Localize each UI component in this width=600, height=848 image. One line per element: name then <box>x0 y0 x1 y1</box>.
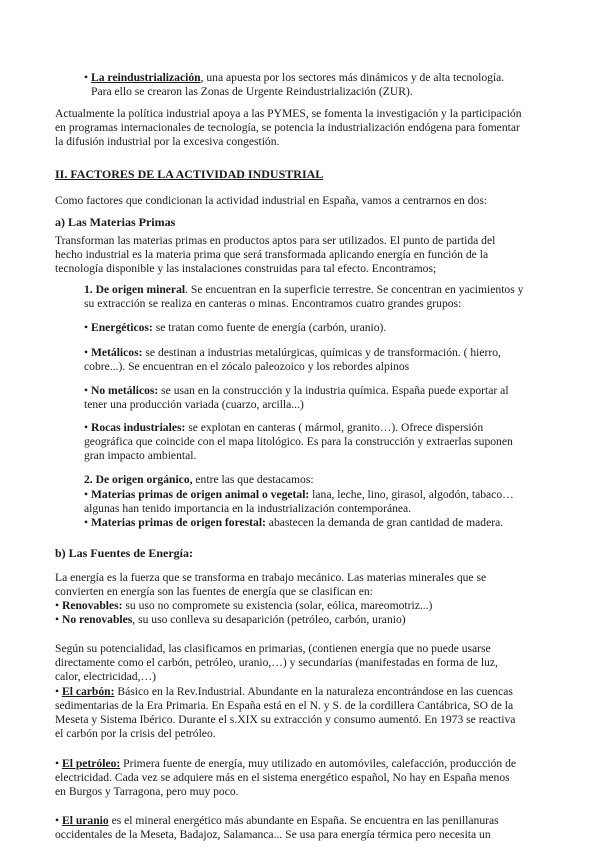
rocas-term: Rocas industriales: <box>90 421 186 434</box>
rocas-line3: gran impacto ambiental. <box>84 449 197 462</box>
petroleo-item: • El petróleo: Primera fuente de energía, muy utilizado en automóviles, calefacción, producción de <box>55 757 517 770</box>
petroleo-term: El petróleo: <box>61 757 121 770</box>
bullet: • <box>84 384 89 397</box>
uranio-line2: occidentales de la Meseta, Badajoz, Salamanca... Se usa para energía térmica pero necesita un <box>55 828 491 841</box>
origen-organico-term: 2. De origen orgánico, <box>84 473 193 486</box>
bullet: • <box>55 757 60 770</box>
intro-paragraph-line: la difusión industrial por la excesiva congestión. <box>55 135 280 148</box>
metalicos-line2: cobre...). Se encuentran en el zócalo paleozoico y los rebordes alpinos <box>84 360 410 373</box>
no-renovables-item: • No renovables, su uso conlleva su desaparición (petróleo, carbón, uranio) <box>55 613 406 626</box>
metalicos-term: Metálicos: <box>90 346 143 359</box>
energia-paragraph-line: convierten en energía son las fuentes de energía que se clasifican en: <box>55 585 373 598</box>
bullet: • <box>55 814 60 827</box>
energeticos-item: • Energéticos: se tratan como fuente de energía (carbón, uranio). <box>84 321 387 334</box>
potencialidad-line: calor, electricidad,…) <box>55 670 156 683</box>
bullet: • <box>84 321 89 334</box>
carbon-line: el carbón por la crisis del petróleo. <box>55 727 216 740</box>
reindustrializacion-line2: Para ello se crearon las Zonas de Urgente Reindustrialización (ZUR). <box>91 85 413 98</box>
rocas-line2: geográfica que coincide con el mapa litológico. Es para la construcción y extraerlas suponen <box>84 435 513 448</box>
reindustrializacion-item: • La reindustrialización, una apuesta por los sectores más dinámicos y de alta tecnología. <box>84 71 505 84</box>
renovables-item: • Renovables: su uso no compromete su existencia (solar, eólica, mareomotriz...) <box>55 599 433 612</box>
no-metalicos-item: • No metálicos: se usan en la construcción y la industria química. España puede exportar al <box>84 384 509 397</box>
bullet: • <box>55 685 60 698</box>
petroleo-line: en Burgos y Tarragona, pero muy poco. <box>55 785 239 798</box>
potencialidad-line: Según su potencialidad, las clasificamos en primarias, (contienen energía que no puede usarse <box>55 642 491 655</box>
intro-paragraph-line: Actualmente la política industrial apoya a las PYMES, se fomenta la investigación y la participación <box>55 107 522 120</box>
bullet: • <box>55 599 60 612</box>
bullet: • <box>84 421 89 434</box>
uranio-term: El uranio <box>61 814 109 827</box>
bullet: • <box>55 613 60 626</box>
intro-paragraph-line: en programas internacionales de tecnología, se potencia la industrialización endógena para fomentar <box>55 121 520 134</box>
carbon-item: • El carbón: Básico en la Rev.Industrial. Abundante en la naturaleza encontrándose en las cuencas <box>55 685 513 698</box>
animal-vegetal-item: • Materias primas de origen animal o vegetal: lana, leche, lino, girasol, algodón, tabaco… <box>84 488 514 501</box>
origen-mineral-line2: su extracción se realiza en canteras o minas. Encontramos cuatro grandes grupos: <box>84 297 462 310</box>
bullet: • <box>84 71 89 84</box>
animal-vegetal-term: Materias primas de origen animal o vegetal: <box>90 488 310 501</box>
energia-heading: b) Las Fuentes de Energía: <box>55 546 193 560</box>
origen-mineral-item: 1. De origen mineral. Se encuentran en la superficie terrestre. Se concentran en yacimientos y <box>84 283 524 296</box>
renovables-term: Renovables: <box>61 599 123 612</box>
potencialidad-line: directamente como el carbón, petróleo, uranio,…) y secundarias (manifestadas en forma de luz, <box>55 656 498 669</box>
energeticos-term: Energéticos: <box>90 321 153 334</box>
section-title: II. FACTORES DE LA ACTIVIDAD INDUSTRIAL <box>55 167 324 181</box>
no-renovables-term: No renovables <box>61 613 133 626</box>
carbon-line: Meseta y Sistema Ibérico. Durante el s.XIX su extracción y consumo aumentó. En 1973 se reactiva <box>55 713 516 726</box>
carbon-term: El carbón: <box>61 685 115 698</box>
bullet: • <box>84 346 89 359</box>
forestal-item: • Materias primas de origen forestal: abastecen la demanda de gran cantidad de madera. <box>84 516 504 529</box>
reindustrializacion-term: La reindustrialización <box>90 71 201 84</box>
bullet: • <box>84 488 89 501</box>
petroleo-line: electricidad. Cada vez se adquiere más en el sistema energético español, No hay en España menos <box>55 771 510 784</box>
origen-organico-item: 2. De origen orgánico, entre las que destacamos: <box>84 473 314 486</box>
origen-mineral-term: 1. De origen mineral <box>84 283 186 296</box>
carbon-line: sedimentarias de la Era Primaria. En España está en el N. y S. de la cordillera Cantábrica, SO de la <box>55 699 514 712</box>
materias-heading: a) Las Materias Primas <box>55 215 176 229</box>
bullet: • <box>84 516 89 529</box>
materias-paragraph-line: tecnología disponible y las instalaciones construidas para tal efecto. Encontramos; <box>55 262 437 275</box>
forestal-term: Materias primas de origen forestal: <box>90 516 266 529</box>
animal-vegetal-line2: algunas han tenido importancia en la industrialización contemporánea. <box>84 502 412 515</box>
no-metalicos-line2: tener una producción variada (cuarzo, arcilla...) <box>84 398 304 411</box>
rocas-item: • Rocas industriales: se explotan en canteras ( mármol, granito…). Ofrece dispersión <box>84 421 484 434</box>
materias-paragraph-line: hecho industrial es la materia prima que será transformada aplicando energía en función de la <box>55 248 489 261</box>
metalicos-item: • Metálicos: se destinan a industrias metalúrgicas, químicas y de transformación. ( hierro, <box>84 346 501 359</box>
section-intro: Como factores que condicionan la actividad industrial en España, vamos a centrarnos en dos: <box>55 194 488 207</box>
no-metalicos-term: No metálicos: <box>90 384 159 397</box>
materias-paragraph-line: Transforman las materias primas en productos aptos para ser utilizados. El punto de partida del <box>55 234 496 247</box>
energia-paragraph-line: La energía es la fuerza que se transforma en trabajo mecánico. Las materias minerales que se <box>55 571 487 584</box>
uranio-item: • El uranio es el mineral energético más abundante en España. Se encuentra en las penillanuras <box>55 814 499 827</box>
